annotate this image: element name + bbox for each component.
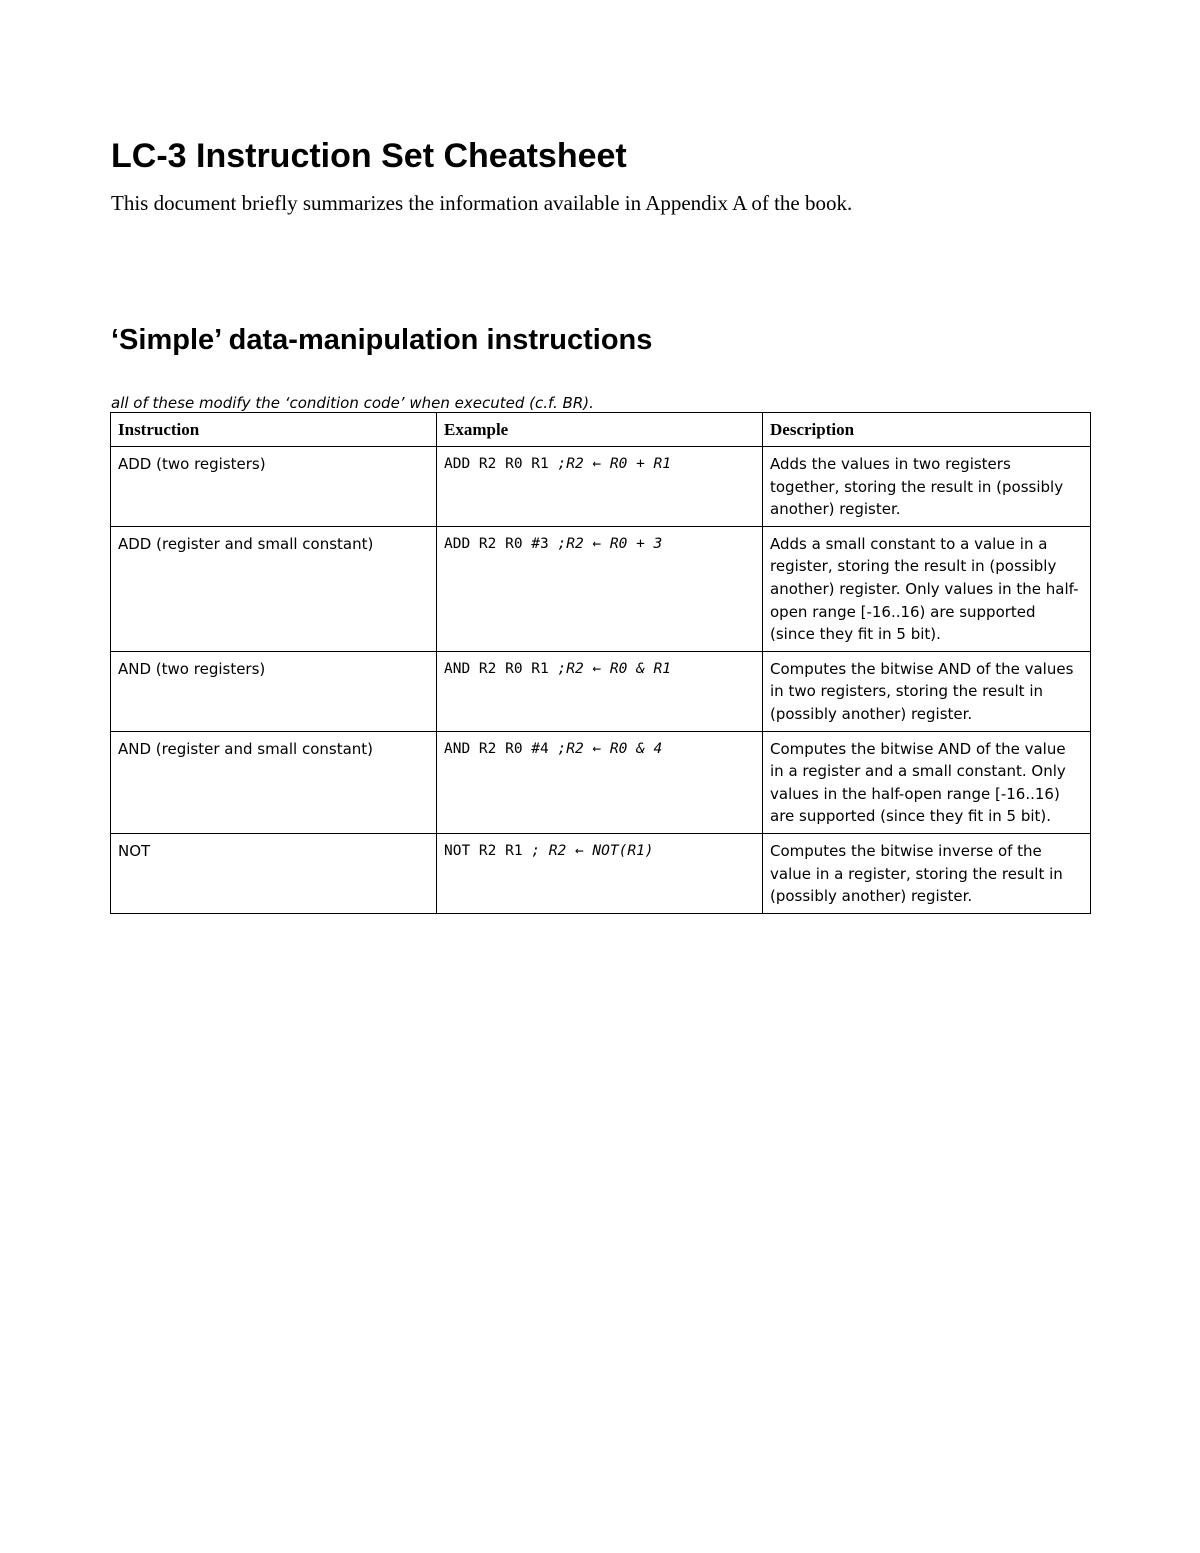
example-cell: [437, 833, 763, 913]
example-code: ADD R2 R0 #3: [444, 535, 558, 552]
example-comment: ;R2 ← R0 + 3: [557, 535, 663, 552]
example-comment: ;R2 ← R0 & R1: [557, 660, 671, 677]
example-code: NOT R2 R1: [444, 842, 532, 859]
description-cell: Computes the bitwise AND of the values in two registers, storing the result in (possibly another) register.: [763, 651, 1091, 731]
instruction-table: [110, 412, 1091, 914]
instruction-cell: AND (register and small constant): [111, 731, 437, 833]
example-code: AND R2 R0 R1: [444, 660, 558, 677]
intro-paragraph: This document briefly summarizes the information available in Appendix A of the book.: [111, 191, 853, 215]
example-comment: ;R2 ← R0 + R1: [557, 456, 671, 472]
table-row: [111, 731, 1091, 833]
instruction-cell: ADD (two registers): [111, 447, 437, 527]
description-cell: Computes the bitwise inverse of the value in a register, storing the result in (possibly another) register.: [763, 833, 1091, 913]
section-note: all of these modify the ‘condition code’ when executed (c.f. BR).: [111, 394, 594, 412]
header-instruction: Instruction: [111, 413, 437, 447]
description-cell: Computes the bitwise AND of the value in a register and a small constant. Only values in the half-open range [-16..16) are supported (since they fit in 5 bit).: [763, 731, 1091, 833]
table-row: [111, 833, 1091, 913]
instruction-cell: NOT: [111, 833, 437, 913]
table-header-row: [111, 413, 1091, 447]
table-row: [111, 526, 1091, 651]
example-cell: [437, 651, 763, 731]
header-description: Description: [763, 413, 1091, 447]
example-cell: [437, 447, 763, 527]
instruction-cell: AND (two registers): [111, 651, 437, 731]
table-row: [111, 447, 1091, 527]
instruction-cell: ADD (register and small constant): [111, 526, 437, 651]
description-cell: Adds a small constant to a value in a register, storing the result in (possibly another) register. Only values in the half-open range [-16..16) are supported (since they fit in 5 bit).: [763, 526, 1091, 651]
example-comment: ;R2 ← R0 & 4: [557, 740, 663, 757]
example-cell: [437, 731, 763, 833]
section-title: ‘Simple’ data-manipulation instructions: [111, 324, 653, 356]
example-code: AND R2 R0 #4: [444, 740, 558, 757]
page-title: LC-3 Instruction Set Cheatsheet: [111, 137, 627, 175]
example-code: ADD R2 R0 R1: [444, 456, 558, 472]
table-row: [111, 651, 1091, 731]
example-comment: ; R2 ← NOT(R1): [531, 842, 654, 859]
example-cell: [437, 526, 763, 651]
header-example: Example: [437, 413, 763, 447]
description-cell: Adds the values in two registers together, storing the result in (possibly another) register.: [763, 447, 1091, 527]
